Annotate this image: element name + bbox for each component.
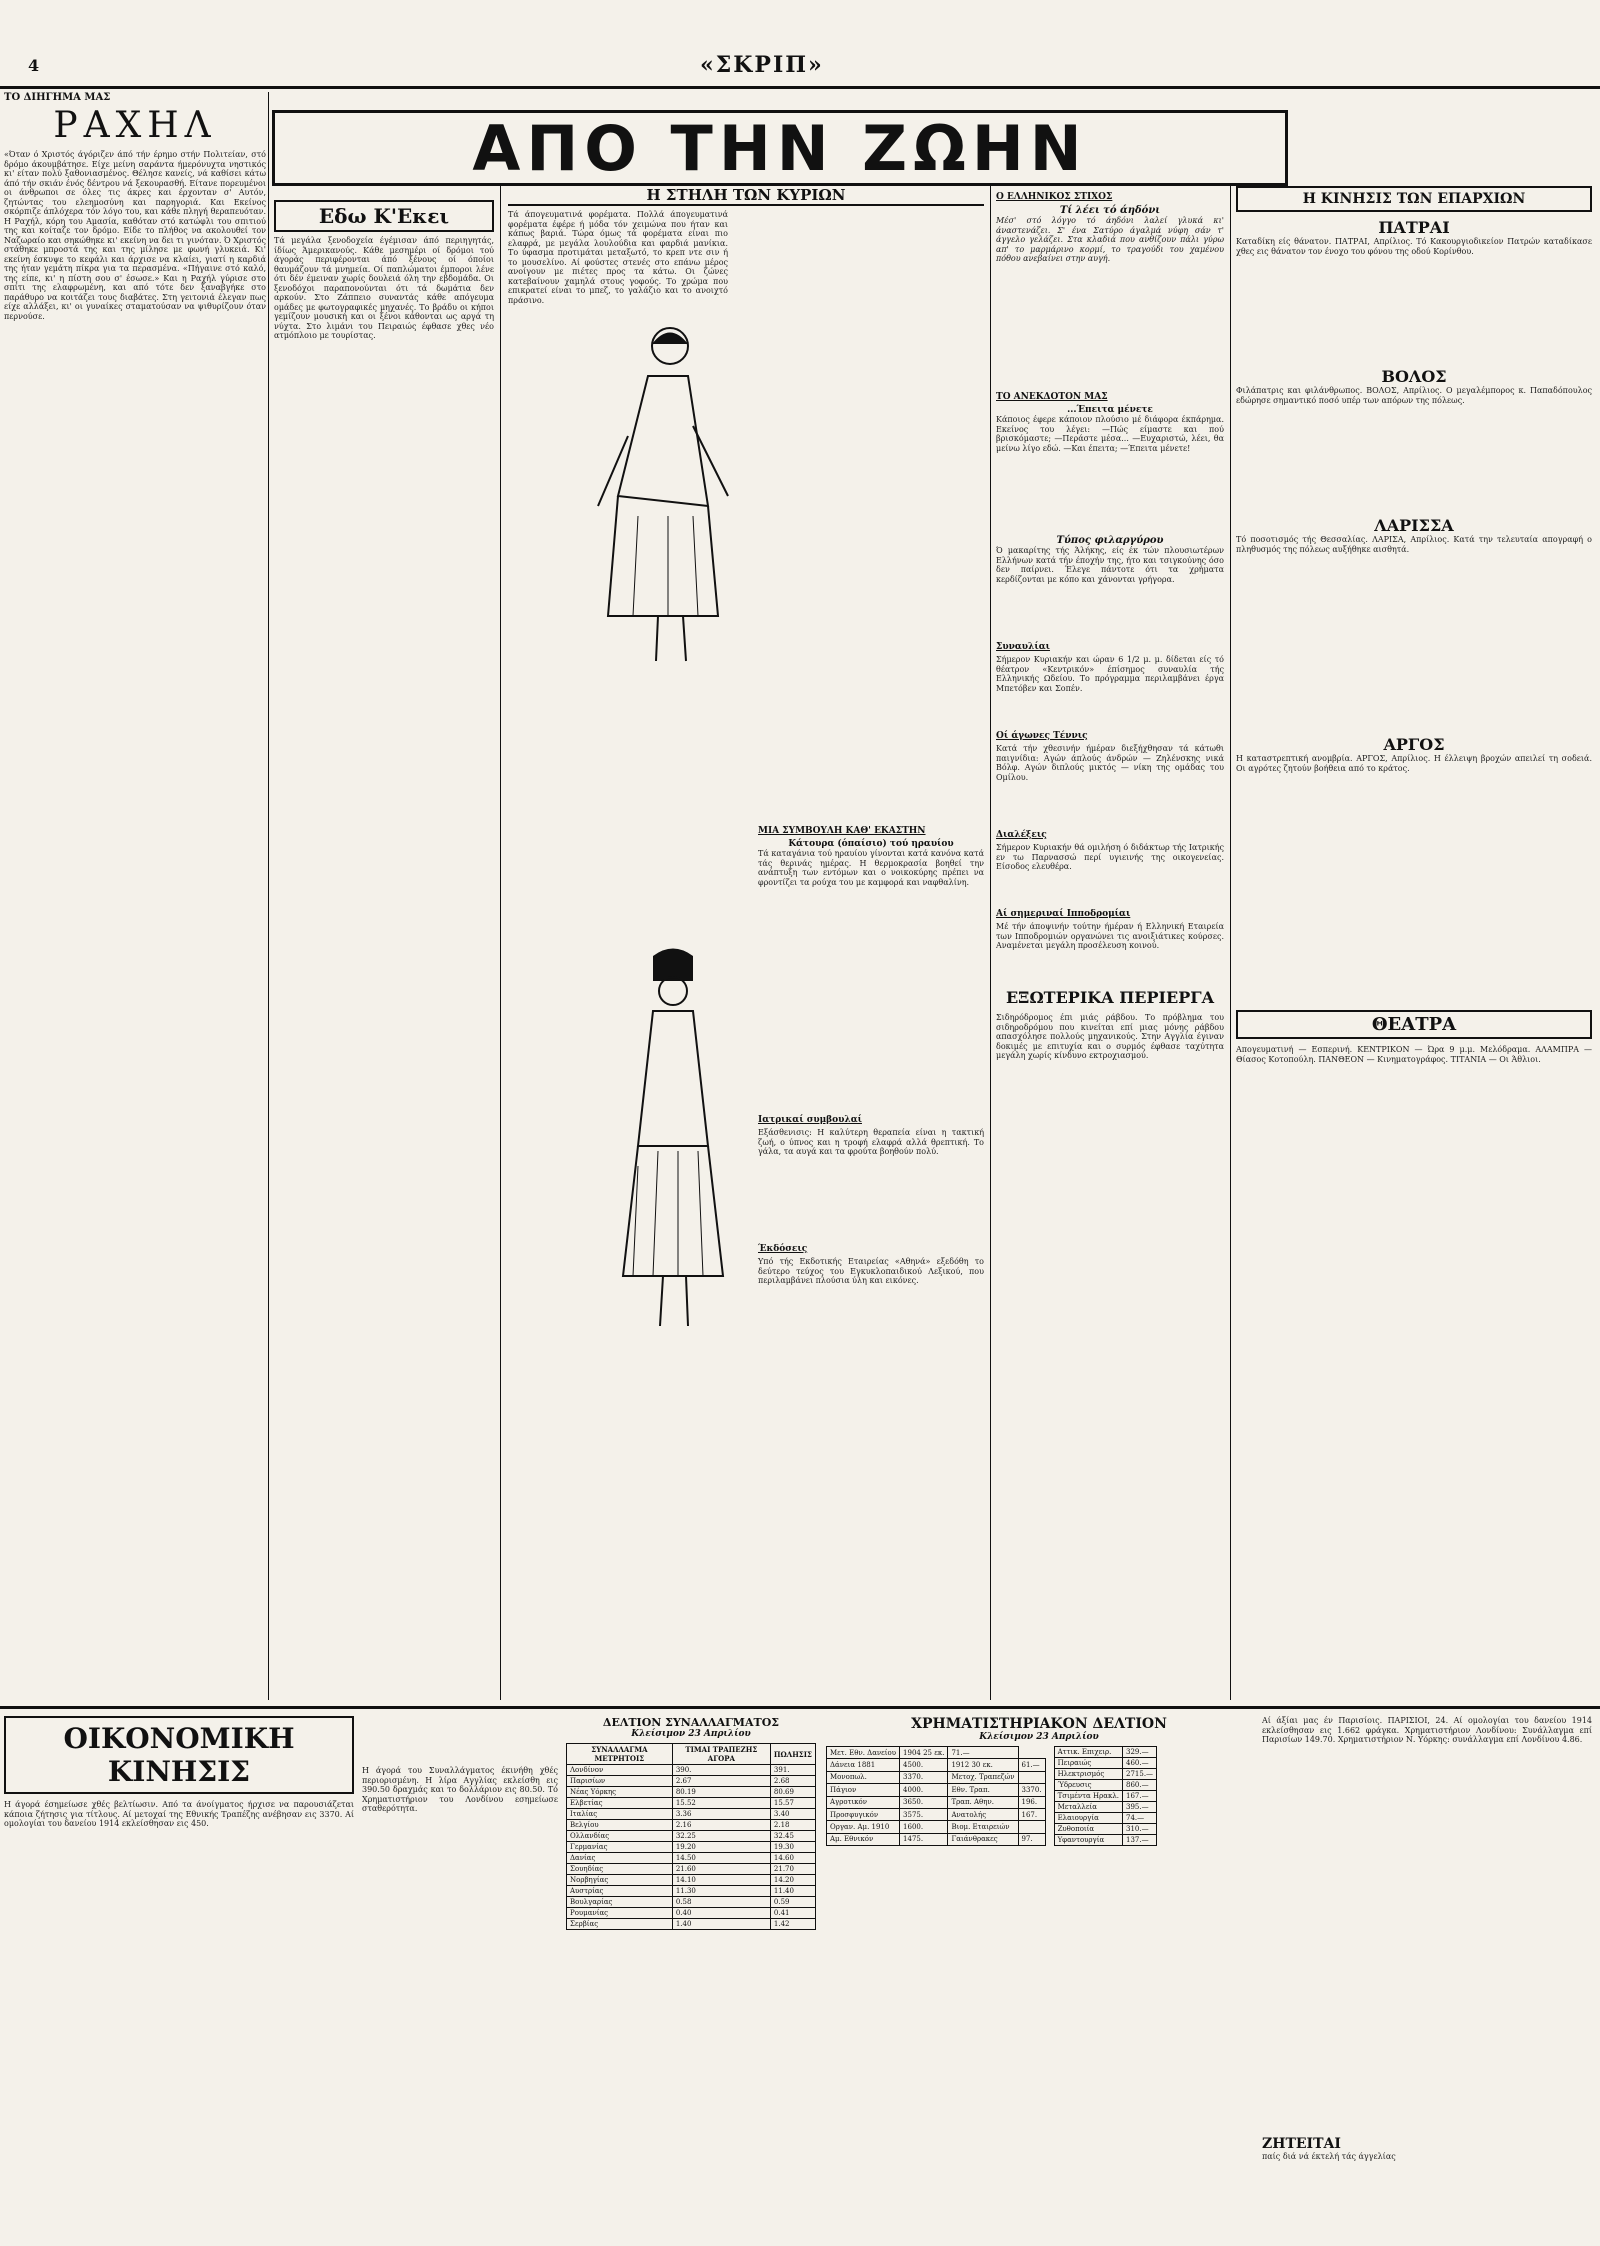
table-cell: 137.—	[1123, 1835, 1157, 1846]
table-cell: Νέας Υόρκης	[567, 1787, 673, 1798]
table-cell: Μετοχ. Τραπεζών	[948, 1771, 1018, 1783]
agones-body: Κατά τήν χθεσινήν ήμέραν διεξήχθησαν τά κάτωθι παιγνίδια: Αγών άπλούς άνδρών — Ζηλένσκης νικά Βόλφ. Αγών διπλούς μικτός — νίκη της ομάδας του Ομίλου.	[996, 744, 1224, 782]
table-cell: 0.58	[672, 1897, 770, 1908]
diafora-column	[758, 820, 984, 1700]
table-cell: 3650.	[900, 1796, 948, 1808]
table-cell: Γαιάνθρακες	[948, 1833, 1018, 1845]
table-cell: 1904 25 εκ.	[900, 1747, 948, 1759]
diaiesis-body: Σήμερον Κυριακήν θά ομιλήση ό διδάκτωρ τής Ιατρικής εν τω Παρνασσώ περί υγιεινής της οικογενείας. Είσοδος ελευθέρα.	[996, 843, 1224, 871]
oikonomiki-heading: ΟΙΚΟΝΟΜΙΚΗ ΚΙΝΗΣΙΣ	[4, 1716, 354, 1794]
synallagmatos-heading: ΔΕΛΤΙΟΝ ΣΥΝΑΛΛΑΓΜΑΤΟΣ	[602, 1716, 780, 1729]
story-series-label: ΤΟ ΔΙΗΓΗΜΑ ΜΑΣ	[4, 92, 111, 103]
exchange-bulletin	[566, 1716, 816, 2216]
table-cell: Μετ. Εθν. Δανείου	[827, 1747, 900, 1759]
exchange-row	[567, 1787, 816, 1798]
table-cell: Παρισίων	[567, 1776, 673, 1787]
table-cell: 15.52	[672, 1798, 770, 1809]
table-cell: 32.45	[770, 1831, 815, 1842]
volos-body: Φιλάπατρις και φιλάνθρωπος. ΒΟΛΟΣ, Απρίλιος. Ο μεγαλέμπορος κ. Παπαδόπουλος εδώρησε σημαντικό ποσό υπέρ των απόρων της πόλεως.	[1236, 386, 1592, 405]
table-cell: 310.—	[1123, 1824, 1157, 1835]
stock-row	[1054, 1769, 1156, 1780]
eparchion-heading: Η ΚΙΝΗΣΙΣ ΤΩΝ ΕΠΑΡΧΙΩΝ	[1236, 186, 1592, 212]
table-cell: 4500.	[900, 1759, 948, 1771]
patrai-heading: ΠΑΤΡΑΙ	[1378, 218, 1450, 237]
exchange-row	[567, 1875, 816, 1886]
paris-body: Αί άξίαι μας έν Παρισίοις. ΠΑΡΙΣΙΟΙ, 24. Αί ομολογίαι του δανείου 1914 εκλείσθησαν εις 1.662 φράγκα. Χρηματιστήριον Λονδίνου: Συνάλλαγμα επί Παρισίων 149.70. Χρηματιστήριον Ν. Υόρκης: συνάλλαγμα επί Λονδίνου 4.86.	[1262, 1716, 1592, 1744]
stock-row	[827, 1833, 1046, 1845]
table-cell: Ολλανδίας	[567, 1831, 673, 1842]
banner-title: ΑΠΟ ΤΗΝ ΖΩΗΝ	[272, 110, 1288, 186]
table-cell: 3370.	[1018, 1784, 1045, 1796]
table-cell: Προσφυγικόν	[827, 1808, 900, 1820]
agones-heading: Οί άγωνες Τέννις	[996, 731, 1088, 741]
table-cell: 1912 30 εκ.	[948, 1759, 1018, 1771]
synavliai-body: Σήμερον Κυριακήν και ώραν 6 1/2 μ. μ. δίδεται είς τό θέατρον «Κεντρικόν» έπίσημος συναυλία τής Ελληνικής Ωδείου. Το πρόγραμμα περιλαμβάνει έργα Μπετόβεν και Σοπέν.	[996, 655, 1224, 693]
stock-row	[1054, 1802, 1156, 1813]
synavliai-heading: Συναυλίαι	[996, 642, 1050, 652]
stock-table-left	[826, 1746, 1046, 1846]
table-cell: 80.69	[770, 1787, 815, 1798]
table-cell: Πάγιον	[827, 1784, 900, 1796]
table-cell: Τσιμέντα Ηρακλ.	[1054, 1791, 1122, 1802]
stock-row	[1054, 1747, 1156, 1758]
table-cell: Γερμανίας	[567, 1842, 673, 1853]
stock-row	[827, 1784, 1046, 1796]
table-cell: Ελαιουργία	[1054, 1813, 1122, 1824]
kyrion-heading: Η ΣΤΗΛΗ ΤΩΝ ΚΥΡΙΩΝ	[508, 186, 984, 206]
table-cell: Ζυθοποιία	[1054, 1824, 1122, 1835]
table-cell: 3575.	[900, 1808, 948, 1820]
table-cell: Σερβίας	[567, 1919, 673, 1930]
table-cell: 329.—	[1123, 1747, 1157, 1758]
table-cell: 19.30	[770, 1842, 815, 1853]
argos-heading: ΑΡΓΟΣ	[1383, 735, 1445, 754]
table-cell: 4000.	[900, 1784, 948, 1796]
synallagma-body: Η άγορά του Συναλλάγματος έκινήθη χθές περιορισμένη. Η λίρα Αγγλίας εκλείσθη εις 390.50 δραχμάς και το δολλάριον εις 80.50. Τό Χρηματιστήριον του Λονδίνου εσημείωσε σταθερότητα.	[362, 1766, 558, 1813]
table-cell: 0.59	[770, 1897, 815, 1908]
table-cell: Λονδίνον	[567, 1765, 673, 1776]
table-cell: 460.—	[1123, 1758, 1157, 1769]
iatrikai-body: Εξάσθενισις: Η καλύτερη θεραπεία είναι η τακτική ζωή, ο ύπνος και η τροφή ελαφρά αλλά θρεπτική. Το γάλα, τα αυγά και τα φρούτα βοηθούν πολύ.	[758, 1128, 984, 1156]
table-cell: 14.50	[672, 1853, 770, 1864]
exchange-row	[567, 1776, 816, 1787]
table-cell	[1018, 1771, 1045, 1783]
table-cell: 15.57	[770, 1798, 815, 1809]
katoyra-heading: Κάτουρα (όπαίσιο) τού ηραυίου	[788, 839, 954, 849]
stock-row	[1054, 1780, 1156, 1791]
fashion-illustration-2	[598, 946, 748, 1336]
table-cell: 11.40	[770, 1886, 815, 1897]
provinces-column	[1236, 186, 1592, 1700]
chrimatistirio-date: Κλείσιμον 23 Απριλίου	[979, 1732, 1099, 1742]
exchange-header: ΠΩΛΗΣΙΣ	[770, 1744, 815, 1765]
stock-row	[1054, 1813, 1156, 1824]
table-cell: Ύδρευσις	[1054, 1780, 1122, 1791]
table-cell: 390.	[672, 1765, 770, 1776]
stock-bulletin	[826, 1716, 1252, 2216]
stixos-heading: Ο ΕΛΛΗΝΙΚΟΣ ΣΤΙΧΟΣ	[996, 192, 1113, 202]
table-cell: Σουηδίας	[567, 1864, 673, 1875]
table-cell: 32.25	[672, 1831, 770, 1842]
stock-row	[827, 1821, 1046, 1833]
table-cell: Ιταλίας	[567, 1809, 673, 1820]
fylargyros-heading: Τύπος φιλαργύρου	[1056, 535, 1164, 546]
fashion-illustration-1	[578, 316, 748, 676]
story-title: ΡΑΧΗΛ	[53, 105, 217, 146]
table-cell: Πειραιώς	[1054, 1758, 1122, 1769]
stock-row	[827, 1747, 1046, 1759]
exchange-row	[567, 1919, 816, 1930]
table-cell: Ανατολής	[948, 1808, 1018, 1820]
story-column	[4, 92, 266, 1700]
theatra-body: Απογευματινή — Εσπερινή. ΚΕΝΤΡΙΚΟΝ — Ώρα 9 μ.μ. Μελόδραμα. ΑΛΑΜΠΡΑ — Θίασος Κοτοπούλη. ΠΑΝΘΕΟΝ — Κινηματογράφος. ΤΙΤΑΝΙΑ — Οι Άθλιοι.	[1236, 1045, 1592, 1064]
table-cell: 0.40	[672, 1908, 770, 1919]
table-cell: Αμ. Εθνικόν	[827, 1833, 900, 1845]
exchange-row	[567, 1842, 816, 1853]
table-cell: 391.	[770, 1765, 815, 1776]
exchange-row	[567, 1820, 816, 1831]
exchange-row	[567, 1908, 816, 1919]
anekdoton-body: Κάποιος έφερε κάποιον πλούσιο μέ διάφορα έκπάρημα. Εκείνος του λέγει: —Πώς είμαστε και πού βρισκόμαστε; —Περάστε μέσα... —Ευχαριστώ, λέει, θα μείνω λίγο εδώ. —Και έπειτα; —Έπειτα μένετε!	[996, 415, 1224, 453]
table-cell: 19.20	[672, 1842, 770, 1853]
table-cell: 14.10	[672, 1875, 770, 1886]
edo-body: Τά μεγάλα ξενοδοχεία έγέμισαν άπό περιηγητάς, ίδίως Άμερικανούς. Κάθε μεσημέρι οί δρόμοι τού άγοράς περιφέρονται άπό ξένους οί όποίοι θαυμάζουν τά μνημεία. Οί παπλώματοι έμποροι λένε ότι δέν έμειναν χωρίς δουλειά όλη την εβδομάδα. Οι ξενοδόχοι παραπονούνται ότι τά δωμάτια δεν αρκούν. Στο Ζάππειο συναντάς κάθε απόγευμα ομάδες με φωτογραφικές μηχανές. Το βράδυ οι κήποι γεμίζουν μουσική και οι ξένοι κάθονται ως αργά τη νύχτα. Στο λιμάνι του Πειραιώς έφθασε χθες νέο ατμόπλοιο με τουρίστας.	[274, 236, 494, 340]
table-cell: 11.30	[672, 1886, 770, 1897]
table-cell: 1.40	[672, 1919, 770, 1930]
table-cell: Βουλγαρίας	[567, 1897, 673, 1908]
stock-row	[827, 1808, 1046, 1820]
table-cell: Βιομ. Εταιρειών	[948, 1821, 1018, 1833]
larisa-heading: ΛΑΡΙΣΣΑ	[1374, 516, 1454, 535]
table-cell: Ηλεκτρισμός	[1054, 1769, 1122, 1780]
table-cell: 167.	[1018, 1808, 1045, 1820]
synallagma-column	[362, 1716, 558, 2216]
table-cell: Νορβηγίας	[567, 1875, 673, 1886]
exoterika-body: Σιδηρόδρομος έπι μιάς ράβδου. Το πρόβλημα του σιδηροδρόμου που κινείται επί μιας μόνης ράβδου απασχόλησε πολλούς μηχανικούς. Στην Αγγλία έγιναν δοκιμές με επιτυχία και ο συρμός έφθασε ταχύτητα μεγάλη χωρίς κίνδυνο εκτροχιασμού.	[996, 1013, 1224, 1060]
paris-column	[1262, 1716, 1592, 2216]
table-cell: 80.19	[672, 1787, 770, 1798]
exchange-row	[567, 1897, 816, 1908]
argos-body: Η καταστρεπτική ανομβρία. ΑΡΓΟΣ, Απρίλιος. Η έλλειψη βροχών απειλεί τη σοδειά. Οι αγρότες ζητούν βοήθεια από το κράτος.	[1236, 754, 1592, 773]
diafora-heading: ΜΙΑ ΣΥΜΒΟΥΛΗ ΚΑΘ' ΕΚΑΣΤΗΝ	[758, 826, 926, 836]
stixos-column	[996, 186, 1224, 1700]
exchange-row	[567, 1886, 816, 1897]
edo-column	[274, 200, 494, 1700]
table-cell: 167.—	[1123, 1791, 1157, 1802]
masthead-rule	[0, 86, 1600, 89]
story-body: «Όταν ό Χριστός άγόριζεν άπό τήν έρημο στήν Πολιτείαν, στό δρόμο άκουμβάτησε. Είχε μείνη σαράντα ήμερόνυχτα νηστικός κι' είταν πολύ ξαθονιασμένος. Θέλησε κανείς, νά καθίσει κάτω άπό τήν σκιάν ένός δέντρου νά ξεκουρασθή. Είτανε πορευμένοι οι άνθρωποι σε όλες τις άκρες και έρχονταν σ' Αυτόν, ζητώντας του ελεημοσύνη και παρηγοριά. Και Εκείνος σκόρπιζε άπλόχερα τόν λόγο του, και κάθε πληγή θεραπευόταν. Η Ραχήλ, κόρη του Αμασία, καθόταν στό κατώφλι του σπιτιού της και κοίταζε τον δρόμο. Είδε το πλήθος να ακολουθεί τον Ναζωραίο και σηκώθηκε κι' εκείνη να δει τι γινόταν. Ό Χριστός στάθηκε μπροστά της και της μίλησε με φωνή γλυκειά. Κι' εκείνη έσκυψε το κεφάλι και άρχισε να κλαίει, γιατί η καρδιά της ήταν γεμάτη πίκρα για τα περασμένα. «Πήγαινε στό καλό, της είπε, κι' η πίστη σου σ' έσωσε.» Και η Ραχήλ γύρισε στο σπίτι της ελαφρωμένη, και από τότε δεν ξαναβγήκε στο παράθυρο να κοιτάζει τους διαβάτες. Στη γειτονιά έλεγαν πως είχε αλλάξει, κι' οι γυναίκες σταματούσαν να ψιθυρίζουν όταν περνούσε.	[4, 150, 266, 321]
table-cell: 97.	[1018, 1833, 1045, 1845]
table-cell	[1018, 1821, 1045, 1833]
table-cell: 196.	[1018, 1796, 1045, 1808]
table-cell: Εθν. Τραπ.	[948, 1784, 1018, 1796]
edo-heading: Εδω Κ'Εκει	[274, 200, 494, 232]
table-cell: Αγροτικόν	[827, 1796, 900, 1808]
ippodromos-heading: Αί σημεριναί Ιπποδρομίαι	[996, 909, 1131, 919]
masthead	[0, 0, 1600, 92]
larisa-body: Τό ποσοτισμός τής Θεσσαλίας. ΛΑΡΙΣΑ, Απρίλιος. Κατά την τελευταία απογραφή ο πληθυσμός της πόλεως αυξήθηκε αισθητά.	[1236, 535, 1592, 554]
table-cell: Ελβετίας	[567, 1798, 673, 1809]
table-cell: 74.—	[1123, 1813, 1157, 1824]
table-cell: 3370.	[900, 1771, 948, 1783]
patrai-body: Καταδίκη είς θάνατον. ΠΑΤΡΑΙ, Απρίλιος. Τό Κακουργιοδικείον Πατρών καταδίκασε χθες εις θάνατον τον ένοχο του φόνου της οδού Κορίνθου.	[1236, 237, 1592, 256]
table-cell: 1475.	[900, 1833, 948, 1845]
ippodromos-body: Μέ τήν άποψινήν τούτην ήμέραν ή Ελληνική Εταιρεία των Ιπποδρομιών οργανώνει τις ανοιξιάτικες κούρσες. Αναμένεται μεγάλη προσέλευση κοινού.	[996, 922, 1224, 950]
table-cell: 3.36	[672, 1809, 770, 1820]
table-cell: Αττικ. Επιχειρ.	[1054, 1747, 1122, 1758]
table-cell: 1.42	[770, 1919, 815, 1930]
katoyra-body: Τά καταγάνια τού ηραυίου γίνονται κατά κανόνα κατά τάς θερινάς ημέρας. Η θερμοκρασία βοηθεί την ανάπτυξη των εντόμων και ο νοικοκύρης πρέπει να φροντίζει τα ρούχα του με καμφορά και ναφθαλίνη.	[758, 849, 984, 887]
table-cell: 61.—	[1018, 1759, 1045, 1771]
table-cell: Βελγίου	[567, 1820, 673, 1831]
exchange-row	[567, 1864, 816, 1875]
oikonomiki-column	[4, 1716, 354, 2216]
table-cell: 2.16	[672, 1820, 770, 1831]
exoterika-heading: ΕΞΩΤΕΡΙΚΑ ΠΕΡΙΕΡΓΑ	[1005, 988, 1215, 1007]
page-number: 4	[28, 56, 40, 75]
diaiesis-heading: Διαλέξεις	[996, 830, 1047, 840]
table-cell: Τραπ. Αθην.	[948, 1796, 1018, 1808]
exchange-table	[566, 1743, 816, 1930]
iatrikai-heading: Ιατρικαί συμβουλαί	[758, 1115, 862, 1125]
table-cell: 0.41	[770, 1908, 815, 1919]
table-cell: 21.60	[672, 1864, 770, 1875]
stock-row	[1054, 1791, 1156, 1802]
theatra-heading: ΘΕΑΤΡΑ	[1236, 1010, 1592, 1039]
table-cell: Υφαντουργία	[1054, 1835, 1122, 1846]
stock-row	[1054, 1835, 1156, 1846]
table-cell: 1600.	[900, 1821, 948, 1833]
ekdoseis-heading: Έκδόσεις	[758, 1244, 808, 1254]
table-cell: 14.20	[770, 1875, 815, 1886]
kyrion-intro: Τά άπογευματινά φορέματα. Πολλά άπογευματινά φορέματα έφέρε ή μόδα τόν χειμώνα που ήταν και κάπως βαριά. Τώρα όμως τά φορέματα είναι πιο ελαφρά, με μεγάλα λουλούδια και φαρδιά μανίκια. Το ύφασμα προτιμάται μεταξωτό, το κρεπ ντε σιν ή το μουσελίνο. Αί φούστες στενές στο επάνω μέρος ανοίγουν με πιέτες προς τα κάτω. Οι ζώνες κατεβαίνουν χαμηλά στους γοφούς. Το χρώμα που επικρατεί είναι το μπεζ, το γαλάζιο και το ανοιχτό πράσινο.	[508, 210, 728, 305]
stock-row	[827, 1759, 1046, 1771]
paper-name: «ΣΚΡΙΠ»	[700, 52, 824, 78]
table-cell: 3.40	[770, 1809, 815, 1820]
table-cell: 2.68	[770, 1776, 815, 1787]
table-cell: 21.70	[770, 1864, 815, 1875]
zitetai-heading: ΖΗΤΕΙΤΑΙ	[1262, 2136, 1341, 2152]
table-cell: 71.—	[948, 1747, 1018, 1759]
exchange-row	[567, 1831, 816, 1842]
table-cell: 395.—	[1123, 1802, 1157, 1813]
stock-row	[827, 1771, 1046, 1783]
fylargyros-body: Ό μακαρίτης τής Άλήκης, είς έκ τών πλουσιωτέρων Ελλήνων κατά τήν έποχήν της, ήτο και τσιγκούνης όσο δεν παίρνει. Έλεγε πάντοτε ότι τα χρήματα κερδίζονται με κόπο και χάνονται γρήγορα.	[996, 546, 1224, 584]
table-cell: Μονοπωλ.	[827, 1771, 900, 1783]
table-cell: Δάνεια 1881	[827, 1759, 900, 1771]
ekdoseis-body: Υπό τής Εκδοτικής Εταιρείας «Αθηνά» εξεδόθη το δεύτερο τεύχος του Εγκυκλοπαιδικού Λεξικού, που περιλαμβάνει πλούσια ύλη και εικόνες.	[758, 1257, 984, 1285]
stock-row	[1054, 1758, 1156, 1769]
table-cell: Οργαν. Αμ. 1910	[827, 1821, 900, 1833]
stock-table-right	[1054, 1746, 1157, 1846]
table-cell: 14.60	[770, 1853, 815, 1864]
epistoli-heading: ...Έπειτα μένετε	[1067, 405, 1153, 415]
oikonomiki-body: Η άγορά έσημείωσε χθές βελτίωσιν. Από τα άνοίγματος ήρχισε να παρουσιάζεται κάποια ζήτησις για τίτλους. Αί μετοχαί της Εθνικής Τραπέζης ανέβησαν εις 3370. Αί ομολογίαι του δανείου 1914 εκλείσθησαν εις 450.	[4, 1800, 354, 1828]
chrimatistirio-heading: ΧΡΗΜΑΤΙΣΤΗΡΙΑΚΟΝ ΔΕΛΤΙΟΝ	[911, 1716, 1167, 1732]
synallagmatos-date: Κλείσιμον 23 Απριλίου	[631, 1729, 751, 1739]
table-cell: Αυστρίας	[567, 1886, 673, 1897]
volos-heading: ΒΟΛΟΣ	[1381, 367, 1447, 386]
stock-row	[827, 1796, 1046, 1808]
exchange-row	[567, 1798, 816, 1809]
table-cell: 2.67	[672, 1776, 770, 1787]
exchange-header: ΣΥΝΑΛΛΑΓΜΑ ΜΕΤΡΗΤΟΙΣ	[567, 1744, 673, 1765]
stock-row	[1054, 1824, 1156, 1835]
table-cell: 2715.—	[1123, 1769, 1157, 1780]
exchange-row	[567, 1809, 816, 1820]
zitetai-body: παίς διά νά έκτελή τάς άγγελίας	[1262, 2152, 1396, 2161]
table-cell: 2.18	[770, 1820, 815, 1831]
table-cell: Μεταλλεία	[1054, 1802, 1122, 1813]
poem-body: Μέσ' στό λόγγο τό άηδόνι λαλεί γλυκά κι' άναστενάζει. Σ' ένα Σατύρο άγαλμά νύφη σάν τ' άγγελο γελάζει. Στα κλαδιά που ανθίζουν πάλι γύρω απ' το μαρμάρινο κορμί, το τραγούδι του χαμένου πόθου ανεβαίνει στην αυγή.	[996, 216, 1224, 263]
exchange-row	[567, 1853, 816, 1864]
table-cell: Ρουμανίας	[567, 1908, 673, 1919]
table-cell: Δανίας	[567, 1853, 673, 1864]
exchange-header: ΤΙΜΑΙ ΤΡΑΠΕΖΗΣ ΑΓΟΡΑ	[672, 1744, 770, 1765]
anekdoton-heading: ΤΟ ΑΝΕΚΔΟΤΟΝ ΜΑΣ	[996, 392, 1108, 402]
table-cell: 860.—	[1123, 1780, 1157, 1791]
poem-title: Τί λέει τό άηδόνι	[1059, 205, 1161, 216]
exchange-row	[567, 1765, 816, 1776]
